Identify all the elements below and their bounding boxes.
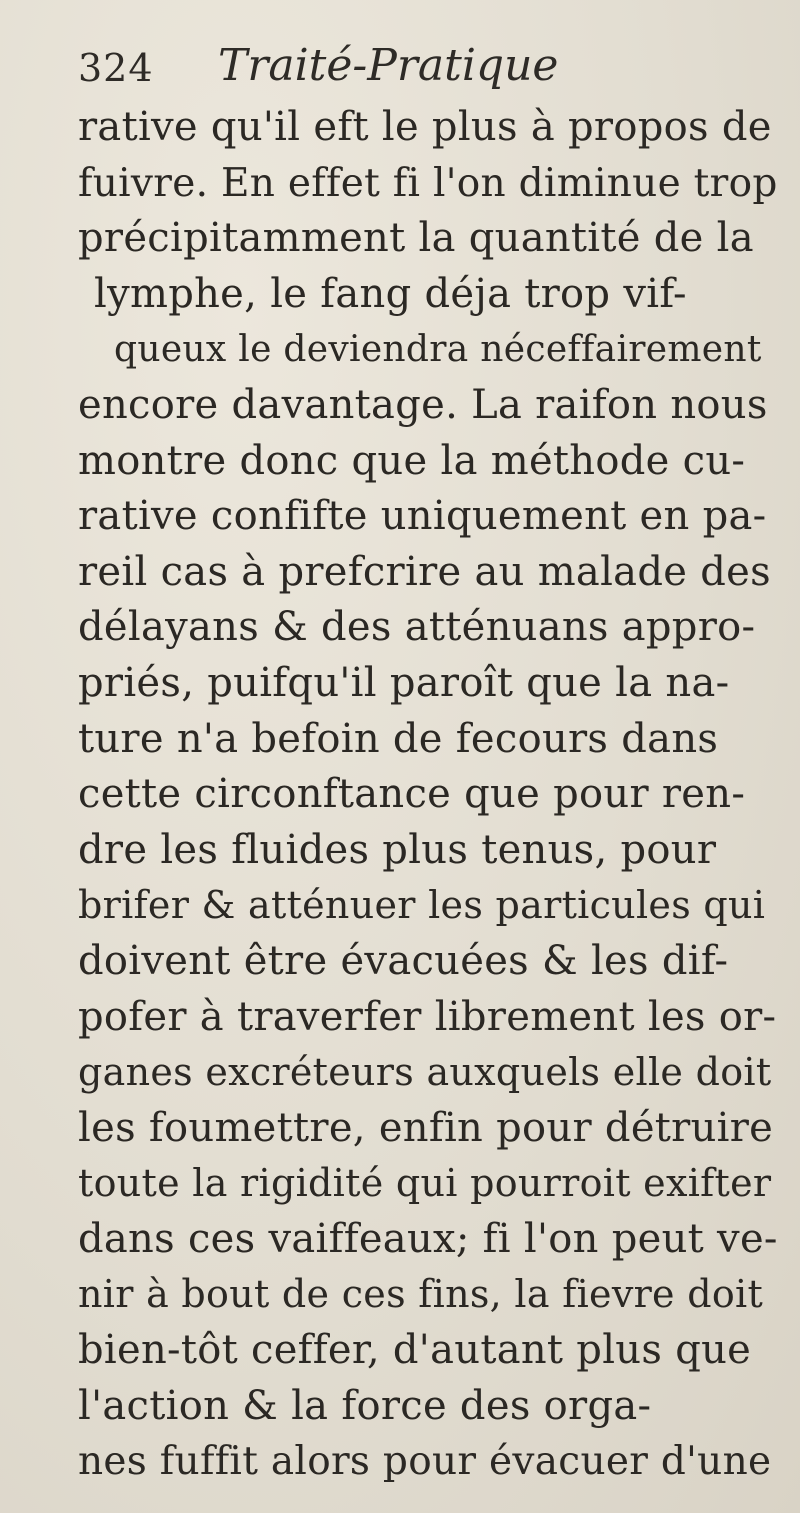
- page-number: 324: [78, 46, 154, 90]
- text-line: lymphe, le fang déja trop vif-: [94, 270, 687, 317]
- text-line: dans ces vaiffeaux; fi l'on peut ve-: [78, 1215, 778, 1262]
- text-line: dre les fluides plus tenus, pour: [78, 826, 717, 873]
- text-line: bien-tôt ceffer, d'autant plus que: [78, 1327, 752, 1374]
- page-header: [78, 40, 738, 96]
- text-line: l'action & la force des orga-: [78, 1382, 652, 1429]
- text-line: rative qu'il eft le plus à propos de: [78, 104, 772, 150]
- text-line: nir à bout de ces fins, la fievre doit: [78, 1272, 764, 1317]
- text-line: pofer à traverfer librement les or-: [78, 993, 777, 1040]
- text-line: doivent être évacuées & les dif-: [78, 937, 729, 984]
- text-line: précipitamment la quantité de la: [78, 215, 754, 262]
- text-line: délayans & des atténuans appro-: [78, 604, 756, 651]
- text-line: montre donc que la méthode cu-: [78, 437, 746, 484]
- text-line: toute la rigidité qui pourroit exifter: [78, 1161, 772, 1206]
- text-line: fuivre. En effet fi l'on diminue trop: [78, 160, 778, 206]
- text-line: ganes excréteurs auxquels elle doit: [78, 1050, 772, 1095]
- text-line: reil cas à prefcrire au malade des: [78, 548, 771, 595]
- text-line: queux le deviendra néceffairement: [114, 329, 762, 371]
- text-line: encore davantage. La raifon nous: [78, 381, 768, 428]
- text-line: priés, puifqu'il paroît que la na-: [78, 659, 730, 706]
- text-line: rative confifte uniquement en pa-: [78, 493, 767, 540]
- text-line: ture n'a befoin de fecours dans: [78, 715, 719, 762]
- body-text: [78, 100, 778, 1490]
- text-line: cette circonftance que pour ren-: [78, 771, 746, 818]
- text-line: les foumettre, enfin pour détruire: [78, 1104, 774, 1151]
- text-line: brifer & atténuer les particules qui: [78, 883, 766, 928]
- running-head: Traité-Pratique: [218, 40, 559, 91]
- text-line: nes fuffit alors pour évacuer d'une: [78, 1439, 772, 1485]
